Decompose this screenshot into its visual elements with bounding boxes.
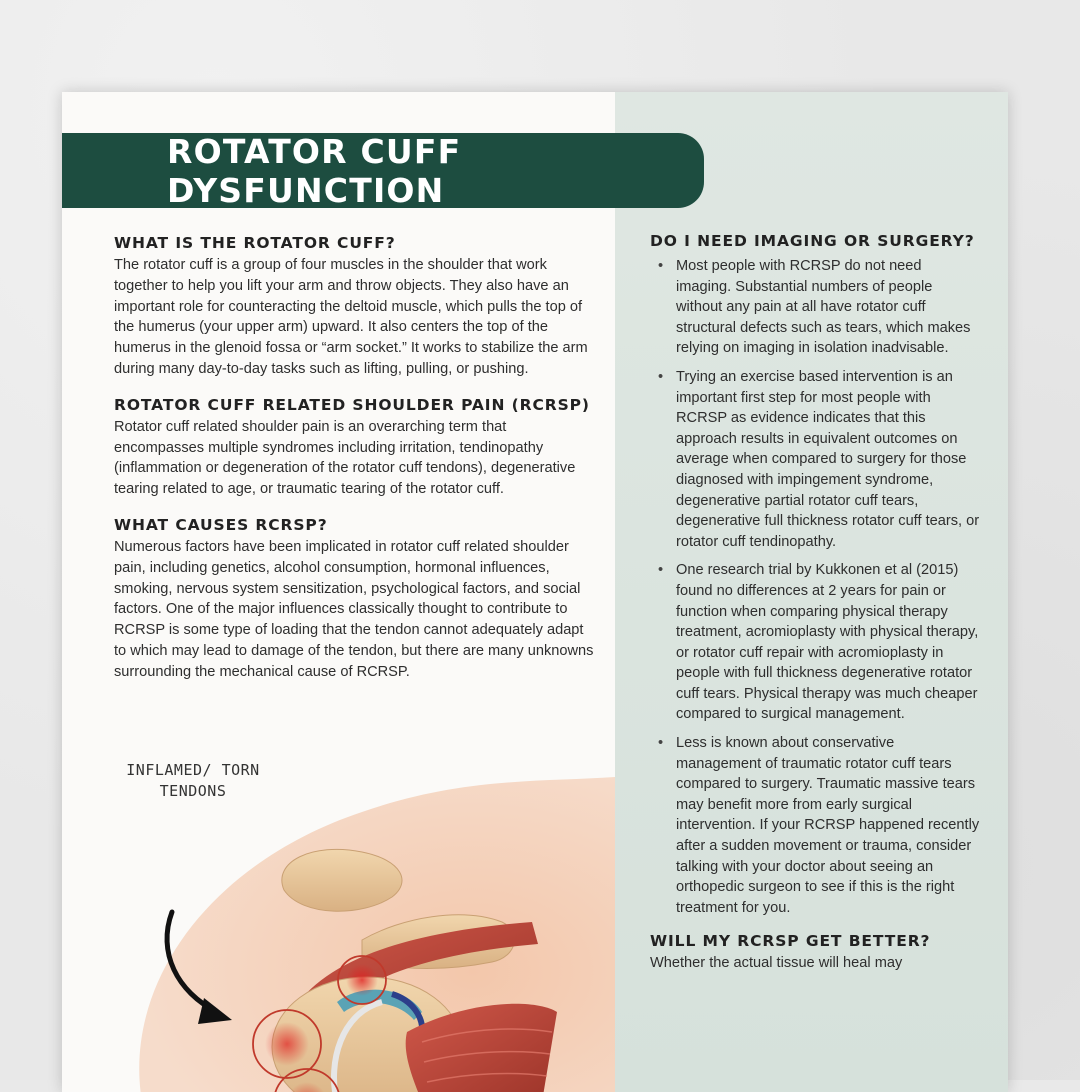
title-banner — [62, 133, 704, 208]
shoulder-illustration — [62, 682, 615, 1092]
list-item: • One research trial by Kukkonen et al (2015) found no differences at 2 years for pain or function when comparing physical therapy treatment, acromioplasty with physical therapy, or rotator cuff repair with acromioplasty in people with full thickness degenerative rotator cuff tears. Physical therapy was much cheaper compared to surgical management. — [650, 560, 980, 725]
handout-sheet — [62, 92, 1008, 1092]
section-causes — [114, 516, 594, 683]
imaging-bullet-list — [650, 256, 980, 918]
section-heading: WHAT IS THE ROTATOR CUFF? — [114, 234, 396, 252]
section-text: The rotator cuff is a group of four muscles in the shoulder that work together to help you lift your arm and throw objects. They also have an important role for counteracting the deltoid muscle, which pulls the top of the humerus (your upper arm) upward. It also centers the top of the humerus in the glenoid fossa or “arm socket.” It works to stabilize the arm during many day-to-day tasks such as lifting, pulling, or pushing. — [114, 257, 588, 377]
right-column — [650, 230, 980, 974]
section-text: Rotator cuff related shoulder pain is an overarching term that encompasses multiple syndromes including irritation, tendinopathy (inflammation or degeneration of the rotator cuff tendons), degenerative tearing related to age, or traumatic tearing of the rotator cuff. — [114, 418, 576, 498]
tendon-callout-label — [118, 760, 268, 802]
section-heading: ROTATOR CUFF RELATED SHOULDER PAIN (RCRSP) — [114, 395, 590, 414]
section-text: Whether the actual tissue will heal may — [650, 955, 903, 972]
list-item: • Less is known about conservative management of traumatic rotator cuff tears compared to surgery. Traumatic massive tears may benefit more from early surgical intervention. If your RCRSP happened recently after a sudden movement or trauma, consider talking with your doctor about seeing an orthopedic surgeon to see if this is the right treatment for you. — [650, 733, 980, 918]
list-item: • Most people with RCRSP do not need imaging. Substantial numbers of people without any pain at all have rotator cuff structural defects such as tears, which makes relying on imaging in isolation inadvisable. — [650, 256, 980, 359]
callout-line: INFLAMED/ TORN — [126, 761, 260, 779]
section-heading-imaging: DO I NEED IMAGING OR SURGERY? — [650, 232, 975, 250]
list-item: • Trying an exercise based intervention is an important first step for most people with RCRSP as evidence indicates that this approach results in equivalent outcomes on average when compared to surgery for those diagnosed with impingement syndrome, degenerative partial rotator cuff tears, degenerative full thickness rotator cuff tears, or rotator cuff tendinopathy. — [650, 367, 980, 552]
section-rcrsp — [114, 396, 594, 500]
acromion-bone — [282, 849, 402, 911]
inflammation-glow — [346, 964, 378, 996]
inflammation-glow — [265, 1022, 309, 1066]
section-heading-better: WILL MY RCRSP GET BETTER? — [650, 932, 931, 951]
page-title: ROTATOR CUFF DYSFUNCTION — [167, 131, 462, 210]
section-heading: WHAT CAUSES RCRSP? — [114, 515, 328, 534]
section-text: Numerous factors have been implicated in rotator cuff related shoulder pain, including genetics, alcohol consumption, hormonal influences, smoking, nervous system sensitization, psychological factors, and social factors. One of the major influences classically thought to contribute to RCRSP is some type of loading that the tendon cannot adequately adapt to which may lead to damage of the tendon, but there are many unknowns surrounding the mechanical cause of RCRSP. — [114, 538, 594, 680]
left-column — [114, 234, 594, 699]
callout-line: TENDONS — [159, 782, 227, 800]
section-what-is — [114, 234, 594, 380]
